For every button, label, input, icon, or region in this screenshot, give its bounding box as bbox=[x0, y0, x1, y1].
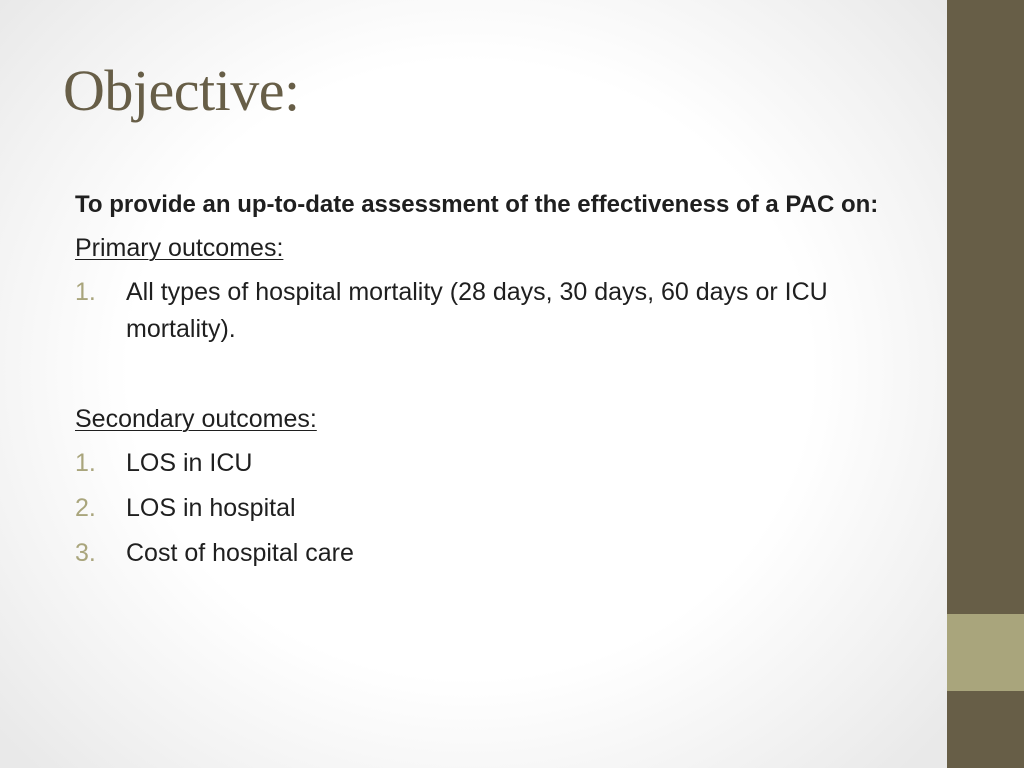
secondary-outcomes-heading: Secondary outcomes: bbox=[75, 405, 317, 433]
primary-outcomes-heading: Primary outcomes: bbox=[75, 234, 284, 262]
section-spacer bbox=[75, 356, 895, 401]
slide-title: Objective: bbox=[63, 58, 300, 123]
list-text: LOS in hospital bbox=[126, 494, 296, 522]
slide-body bbox=[75, 186, 895, 580]
sidebar-accent-block bbox=[947, 614, 1024, 691]
list-item bbox=[75, 274, 895, 348]
list-text: LOS in ICU bbox=[126, 449, 253, 477]
list-number: 3. bbox=[75, 539, 96, 567]
list-number: 1. bbox=[75, 278, 96, 306]
intro-text: To provide an up-to-date assessment of the effectiveness of a PAC on: bbox=[75, 191, 879, 218]
list-number: 1. bbox=[75, 449, 96, 477]
list-item bbox=[75, 445, 895, 482]
list-number: 2. bbox=[75, 494, 96, 522]
list-item bbox=[75, 490, 895, 527]
list-item bbox=[75, 535, 895, 572]
list-text: Cost of hospital care bbox=[126, 539, 354, 567]
list-text: All types of hospital mortality (28 days, 30 days, 60 days or ICU mortality). bbox=[126, 278, 828, 343]
